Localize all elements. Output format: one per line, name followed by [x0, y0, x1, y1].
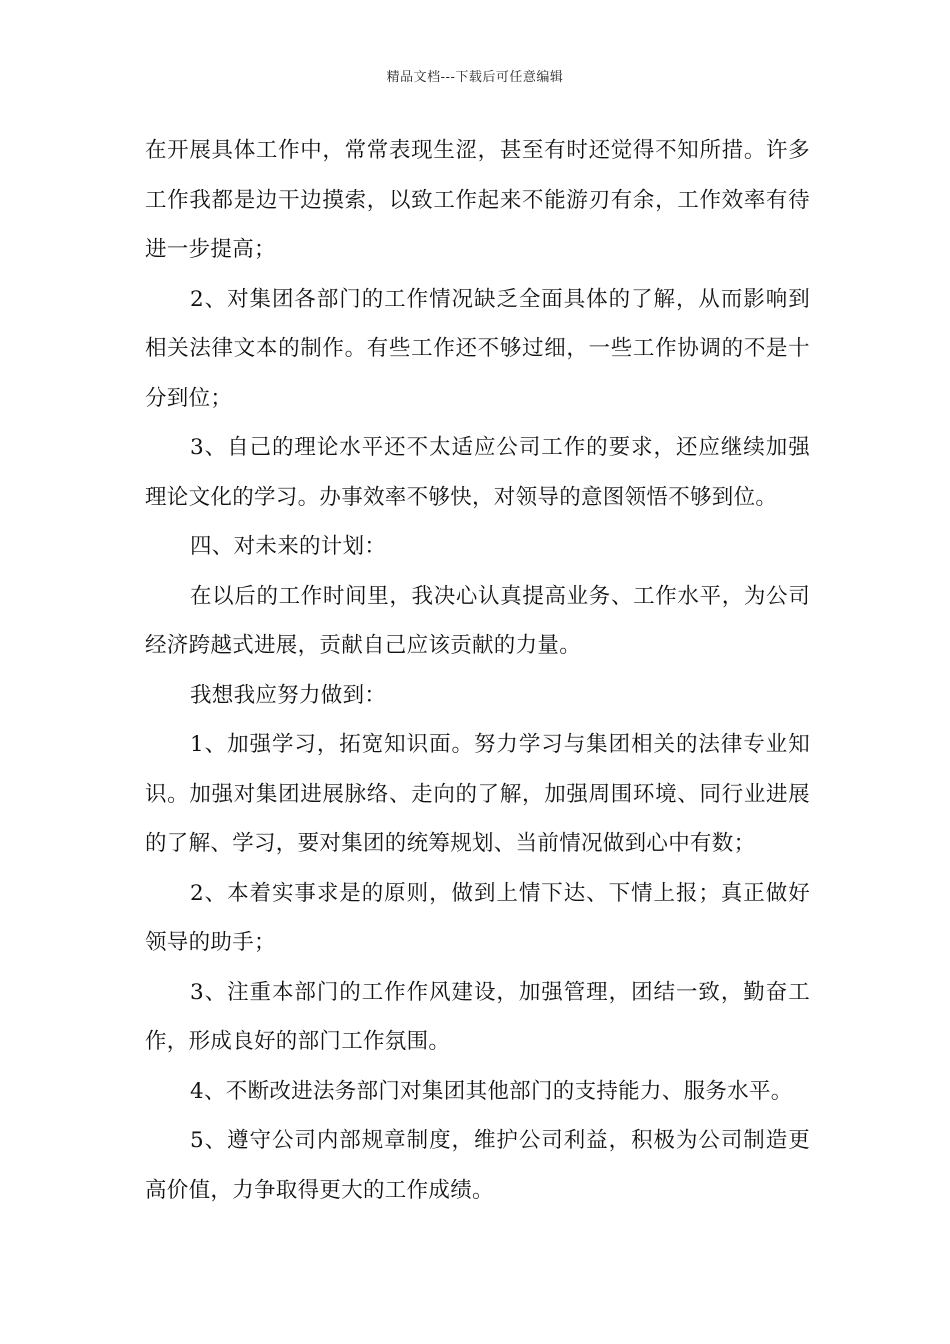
paragraph: 3、自己的理论水平还不太适应公司工作的要求，还应继续加强理论文化的学习。办事效率不够快，对领导的意图领悟不够到位。 [145, 435, 810, 510]
paragraph: 5、遵守公司内部规章制度，维护公司利益，积极为公司制造更高价值，力争取得更大的工作成绩。 [145, 1128, 810, 1203]
paragraph: 在以后的工作时间里，我决心认真提高业务、工作水平，为公司经济跨越式进展，贡献自己应该贡献的力量。 [145, 583, 810, 658]
section-heading: 四、对未来的计划： [190, 534, 387, 559]
paragraph: 4、不断改进法务部门对集团其他部门的支持能力、服务水平。 [190, 1078, 793, 1104]
paragraph: 2、对集团各部门的工作情况缺乏全面具体的了解，从而影响到相关法律文本的制作。有些工作还不够过细，一些工作协调的不是十分到位； [145, 286, 810, 411]
paragraph: 2、本着实事求是的原则，做到上情下达、下情上报；真正做好领导的助手； [145, 880, 810, 955]
document-body [145, 126, 810, 1215]
page-header: 精品文档---下载后可任意编辑 [386, 70, 564, 85]
paragraph: 3、注重本部门的工作作风建设，加强管理，团结一致，勤奋工作，形成良好的部门工作氛围。 [145, 979, 810, 1054]
paragraph: 1、加强学习，拓宽知识面。努力学习与集团相关的法律专业知识。加强对集团进展脉络、走向的了解，加强周围环境、同行业进展的了解、学习，要对集团的统筹规划、当前情况做到心中有数； [145, 732, 810, 856]
paragraph: 我想我应努力做到： [190, 682, 387, 708]
paragraph: 在开展具体工作中，常常表现生涩，甚至有时还觉得不知所措。许多工作我都是边干边摸索，以致工作起来不能游刃有余，工作效率有待进一步提高； [145, 138, 810, 262]
